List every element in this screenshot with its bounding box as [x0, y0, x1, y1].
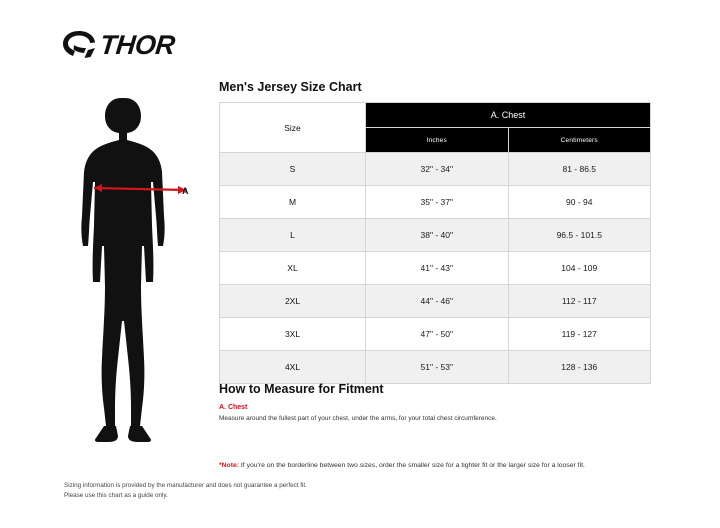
cell-inches: 35" - 37"	[366, 186, 509, 219]
body-silhouette-figure	[58, 96, 198, 446]
table-row	[220, 252, 651, 285]
footer-line-2: Please use this chart as a guide only.	[64, 492, 168, 500]
table-row	[220, 318, 651, 351]
cell-centimeters: 119 - 127	[508, 318, 651, 351]
table-row	[220, 285, 651, 318]
brand-logo	[62, 30, 175, 60]
brand-wordmark: THOR	[98, 29, 177, 60]
footer-disclaimer	[64, 481, 464, 501]
cell-centimeters: 128 - 136	[508, 351, 651, 384]
note-body: If you're on the borderline between two sizes, order the smaller size for a tighter fit or the larger size for a looser fit.	[240, 462, 585, 469]
table-row	[220, 153, 651, 186]
cell-inches: 41" - 43"	[366, 252, 509, 285]
howto-section-label: A. Chest	[219, 404, 248, 411]
page-title: Men's Jersey Size Chart	[219, 80, 362, 94]
cell-size: M	[220, 186, 366, 219]
cell-inches: 51" - 53"	[366, 351, 509, 384]
table-row	[220, 351, 651, 384]
cell-size: S	[220, 153, 366, 186]
table-row	[220, 219, 651, 252]
cell-inches: 47" - 50"	[366, 318, 509, 351]
howto-title: How to Measure for Fitment	[219, 382, 384, 396]
cell-centimeters: 96.5 - 101.5	[508, 219, 651, 252]
cell-size: XL	[220, 252, 366, 285]
cell-size: 4XL	[220, 351, 366, 384]
thor-helmet-icon	[62, 30, 96, 60]
note-prefix: *Note:	[219, 462, 240, 469]
cell-centimeters: 90 - 94	[508, 186, 651, 219]
table-row	[220, 186, 651, 219]
column-header-inches: Inches	[366, 128, 509, 153]
cell-centimeters: 81 - 86.5	[508, 153, 651, 186]
size-chart-table	[219, 102, 651, 384]
column-header-centimeters: Centimeters	[508, 128, 651, 153]
measure-point-label-a: A	[182, 186, 189, 196]
cell-size: 2XL	[220, 285, 366, 318]
note-text	[219, 462, 585, 469]
cell-centimeters: 104 - 109	[508, 252, 651, 285]
cell-size: L	[220, 219, 366, 252]
column-group-header-chest: A. Chest	[366, 103, 651, 128]
table-body	[220, 153, 651, 384]
cell-size: 3XL	[220, 318, 366, 351]
cell-centimeters: 112 - 117	[508, 285, 651, 318]
cell-inches: 38" - 40"	[366, 219, 509, 252]
howto-body-text: Measure around the fullest part of your chest, under the arms, for your total chest circumference.	[219, 415, 497, 422]
cell-inches: 44" - 46"	[366, 285, 509, 318]
footer-line-1: Sizing information is provided by the manufacturer and does not guarantee a perfect fit.	[64, 482, 307, 489]
column-header-size: Size	[220, 103, 366, 153]
cell-inches: 32" - 34"	[366, 153, 509, 186]
table-header	[220, 103, 651, 153]
